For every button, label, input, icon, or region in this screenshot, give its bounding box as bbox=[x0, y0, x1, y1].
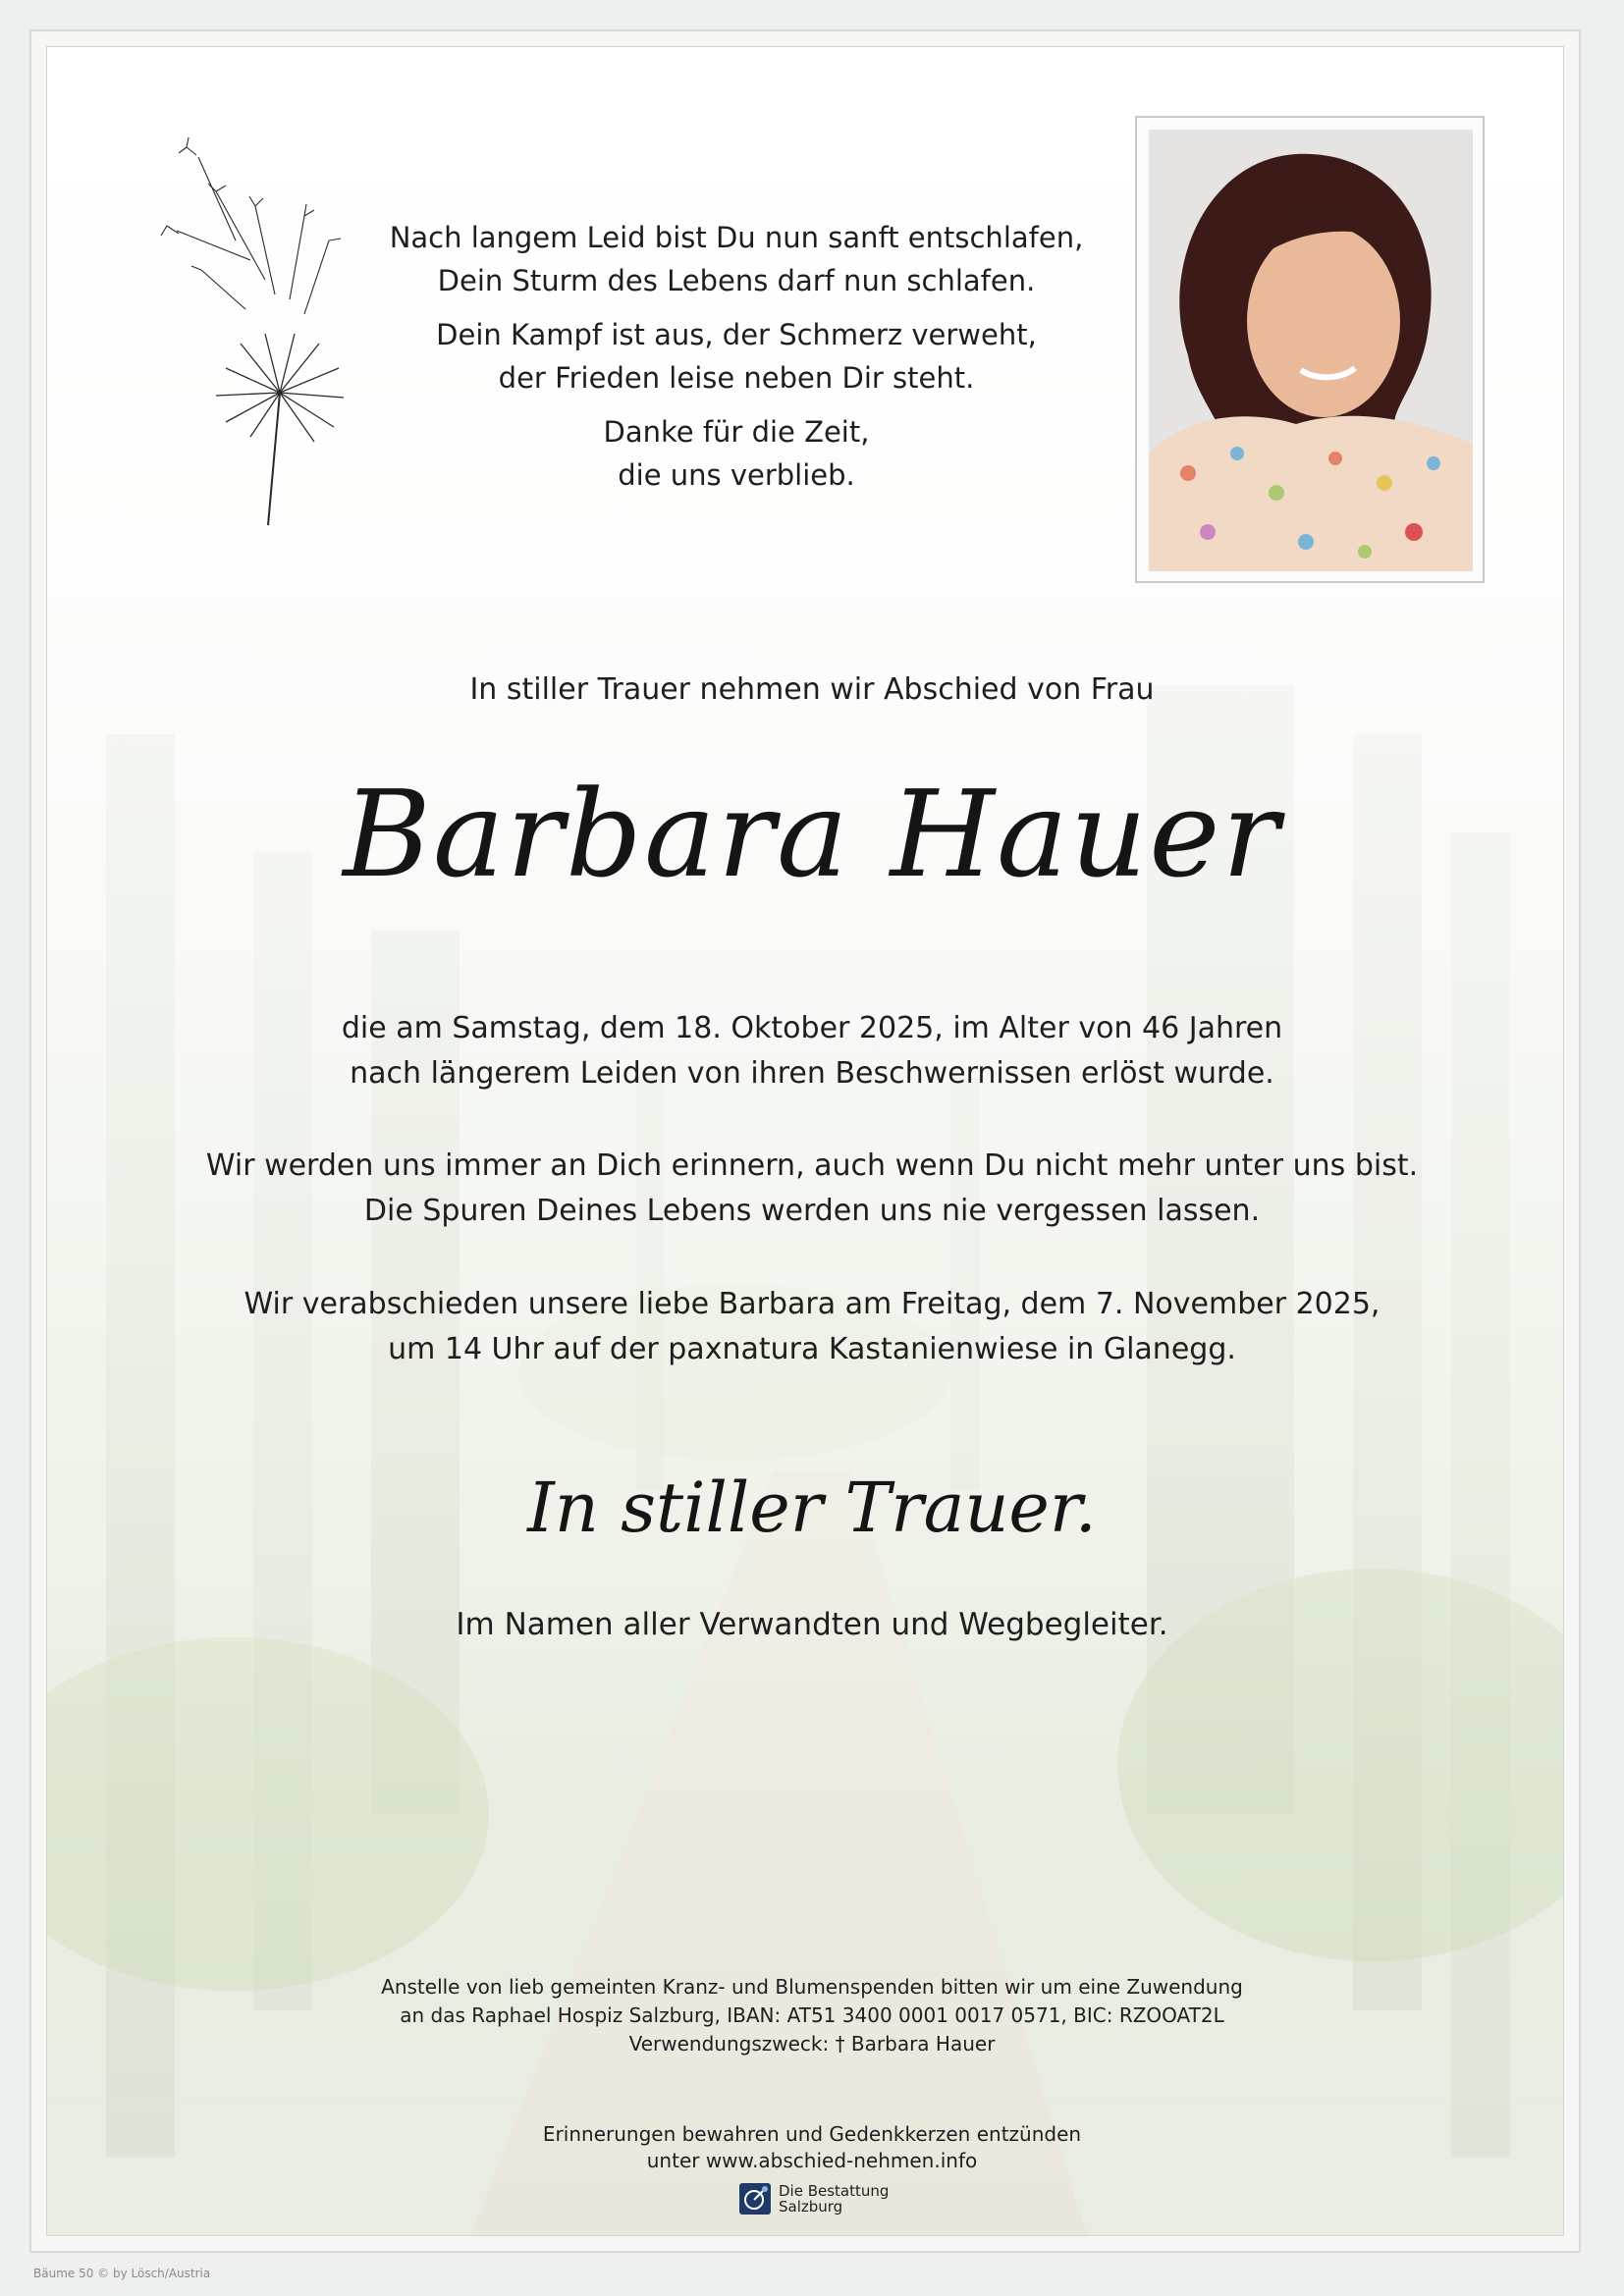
logo-line: Die Bestattung bbox=[779, 2182, 890, 2200]
portrait-frame bbox=[1135, 116, 1485, 583]
memorial-line: Erinnerungen bewahren und Gedenkkerzen entzünden bbox=[542, 2122, 1082, 2146]
poem-stanza-3 bbox=[334, 410, 1139, 497]
logo-line: Salzburg bbox=[779, 2198, 843, 2216]
closing-phrase: In stiller Trauer. bbox=[527, 1468, 1097, 1548]
poem-line: Dein Kampf ist aus, der Schmerz verweht, bbox=[436, 318, 1037, 351]
donation-notice bbox=[0, 1973, 1624, 2058]
deceased-name: Barbara Hauer bbox=[343, 765, 1281, 904]
online-memorial-notice bbox=[0, 2121, 1624, 2174]
donation-line: Anstelle von lieb gemeinten Kranz- und Blumenspenden bitten wir um eine Zuwendung bbox=[381, 1975, 1243, 1999]
paragraph-line: Wir verabschieden unsere liebe Barbara am Freitag, dem 7. November 2025, bbox=[244, 1287, 1380, 1321]
death-notice-paragraph bbox=[0, 1006, 1624, 1096]
poem-stanza-1 bbox=[334, 216, 1139, 302]
logo-text bbox=[779, 2183, 889, 2215]
funeral-details-paragraph bbox=[0, 1282, 1624, 1372]
bestattung-logo bbox=[739, 2183, 889, 2215]
memorial-link[interactable]: unter www.abschied-nehmen.info bbox=[646, 2149, 978, 2172]
paragraph-line: die am Samstag, dem 18. Oktober 2025, im Alter von 46 Jahren bbox=[341, 1011, 1283, 1045]
bestattung-logo-icon bbox=[739, 2183, 771, 2215]
portrait-photo bbox=[1149, 130, 1473, 571]
paragraph-line: um 14 Uhr auf der paxnatura Kastanienwiese in Glanegg. bbox=[388, 1332, 1236, 1366]
poem bbox=[334, 216, 1139, 507]
donation-line: Verwendungszweck: † Barbara Hauer bbox=[628, 2032, 996, 2056]
poem-line: Danke für die Zeit, bbox=[603, 415, 870, 449]
signature-line: Im Namen aller Verwandten und Wegbegleiter. bbox=[456, 1607, 1168, 1642]
poem-line: Nach langem Leid bist Du nun sanft entschlafen, bbox=[389, 221, 1084, 254]
intro-text: In stiller Trauer nehmen wir Abschied von Frau bbox=[469, 672, 1155, 707]
poem-stanza-2 bbox=[334, 313, 1139, 400]
design-credit: Bäume 50 © by Lösch/Austria bbox=[33, 2267, 211, 2280]
poem-line: Dein Sturm des Lebens darf nun schlafen. bbox=[437, 264, 1036, 297]
poem-line: der Frieden leise neben Dir steht. bbox=[498, 361, 975, 395]
paragraph-line: Wir werden uns immer an Dich erinnern, auch wenn Du nicht mehr unter uns bist. bbox=[205, 1148, 1419, 1183]
poem-line: die uns verblieb. bbox=[618, 458, 855, 492]
remembrance-paragraph bbox=[0, 1144, 1624, 1234]
paragraph-line: nach längerem Leiden von ihren Beschwernissen erlöst wurde. bbox=[350, 1056, 1274, 1091]
donation-line: an das Raphael Hospiz Salzburg, IBAN: AT51 3400 0001 0017 0571, BIC: RZOOAT2L bbox=[400, 2003, 1224, 2027]
paragraph-line: Die Spuren Deines Lebens werden uns nie vergessen lassen. bbox=[363, 1194, 1261, 1228]
